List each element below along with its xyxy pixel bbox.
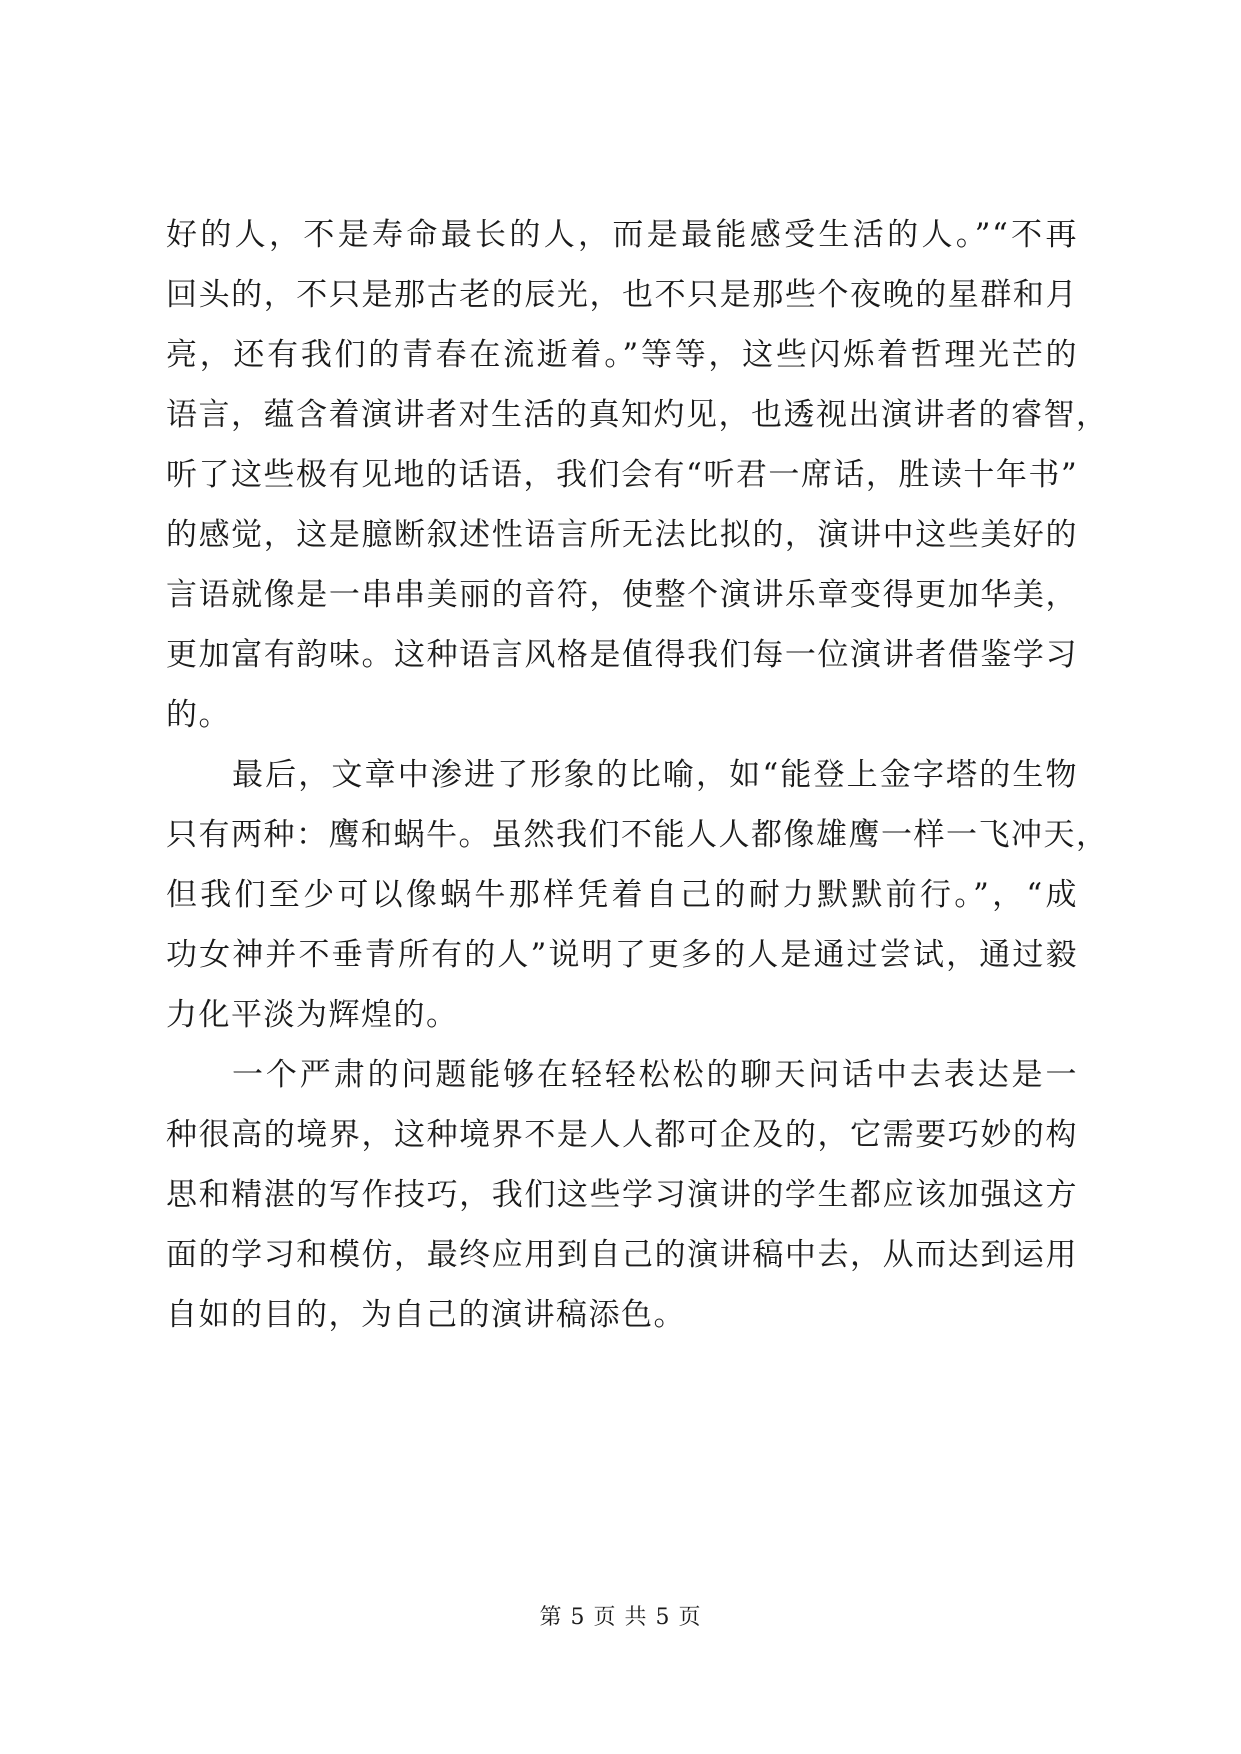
text-line-content: 言语就像是一串串美丽的音符，使整个演讲乐章变得更加华美， <box>166 577 1078 613</box>
text-line <box>166 685 1078 745</box>
text-line <box>166 925 1078 985</box>
text-line <box>166 625 1078 685</box>
text-line <box>166 205 1078 265</box>
text-line-content: 的感觉，这是臆断叙述性语言所无法比拟的，演讲中这些美好的 <box>166 517 1078 553</box>
text-line-content: 但我们至少可以像蜗牛那样凭着自己的耐力默默前行。”，“成 <box>166 877 1078 913</box>
text-line <box>166 1165 1078 1225</box>
text-line <box>166 385 1109 445</box>
text-line-content: 最后，文章中渗进了形象的比喻，如“能登上金字塔的生物 <box>232 757 1078 793</box>
text-line <box>166 805 1109 865</box>
text-line <box>166 1105 1078 1165</box>
text-line-content: 听了这些极有见地的话语，我们会有“听君一席话，胜读十年书” <box>166 457 1079 493</box>
text-line-content: 功女神并不垂青所有的人”说明了更多的人是通过尝试，通过毅 <box>166 937 1078 973</box>
text-line-content: 面的学习和模仿，最终应用到自己的演讲稿中去，从而达到运用 <box>166 1237 1078 1273</box>
text-line-content: 的。 <box>166 697 231 733</box>
text-line-content: 力化平淡为辉煌的。 <box>166 997 459 1033</box>
text-line-content: 回头的，不只是那古老的辰光，也不只是那些个夜晚的星群和月 <box>166 277 1078 313</box>
text-line <box>166 325 1078 385</box>
text-line <box>166 745 1078 805</box>
text-line <box>166 1045 1078 1105</box>
text-line-content: 好的人，不是寿命最长的人，而是最能感受生活的人。”“不再 <box>166 217 1078 253</box>
text-line-content: 自如的目的，为自己的演讲稿添色。 <box>166 1297 686 1333</box>
body-text <box>166 205 1109 1345</box>
text-line-content: 亮，还有我们的青春在流逝着。”等等，这些闪烁着哲理光芒的 <box>166 337 1078 373</box>
text-line <box>166 865 1078 925</box>
text-line <box>166 505 1078 565</box>
text-line-content: 语言，蕴含着演讲者对生活的真知灼见，也透视出演讲者的睿智， <box>166 397 1109 433</box>
text-line-content: 一个严肃的问题能够在轻轻松松的聊天问话中去表达是一 <box>232 1057 1078 1093</box>
text-line-content: 思和精湛的写作技巧，我们这些学习演讲的学生都应该加强这方 <box>166 1177 1078 1213</box>
page-footer: 第 5 页 共 5 页 <box>539 1605 702 1630</box>
text-line-content: 更加富有韵味。这种语言风格是值得我们每一位演讲者借鉴学习 <box>166 637 1078 673</box>
text-line-content: 只有两种：鹰和蜗牛。虽然我们不能人人都像雄鹰一样一飞冲天， <box>166 817 1109 853</box>
text-line <box>166 1285 1078 1345</box>
text-line <box>166 985 1078 1045</box>
text-line <box>166 565 1078 625</box>
text-line <box>166 445 1078 505</box>
text-line <box>166 1225 1078 1285</box>
text-line <box>166 265 1078 325</box>
text-line-content: 种很高的境界，这种境界不是人人都可企及的，它需要巧妙的构 <box>166 1117 1078 1153</box>
